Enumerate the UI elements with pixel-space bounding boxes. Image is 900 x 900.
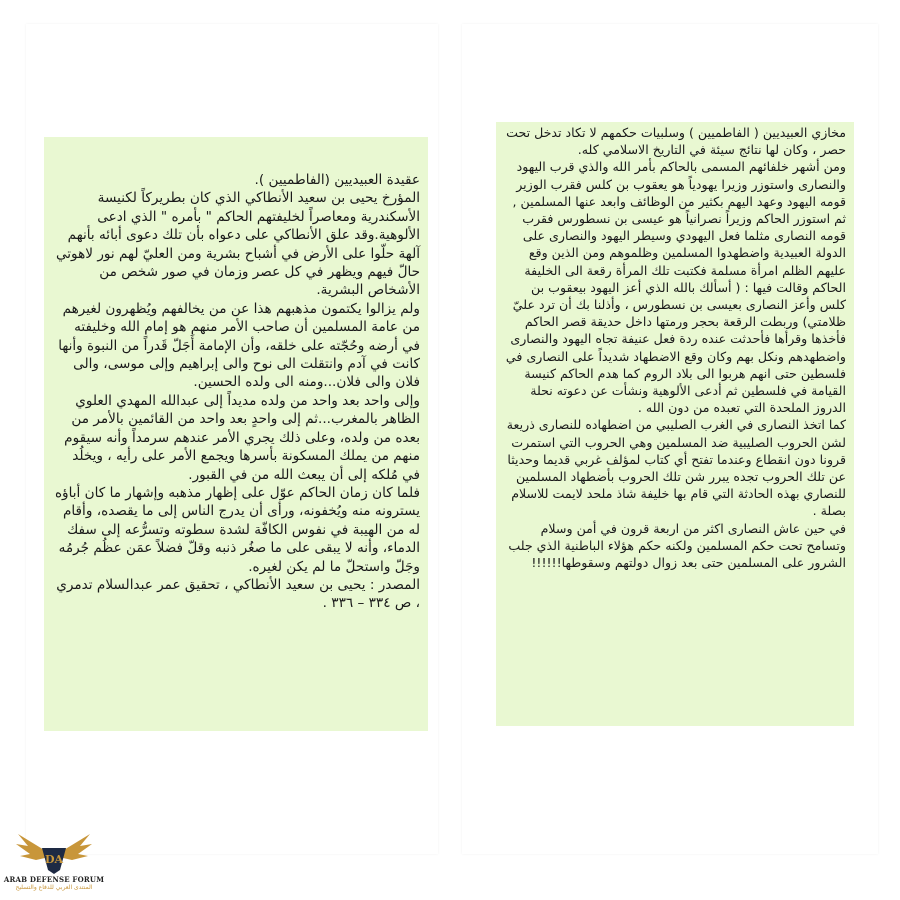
left-source-citation: المصدر : يحيى بن سعيد الأنطاكي ، تحقيق عمر عبدالسلام تدمري ، ص ٣٣٤ – ٣٣٦ . (56, 576, 420, 612)
right-paragraph: مخازي العبيديين ( الفاطميين ) وسلبيات حكمهم لا تكاد تدخل تحت حصر ، وكان لها نتائج سيئة في التاريخ الاسلامي كله. (506, 125, 846, 158)
logo-title: ARAB DEFENSE FORUM (3, 875, 105, 884)
eagle-wings-icon (14, 826, 94, 876)
left-paragraph: ولم يزالوا يكتمون مذهبهم هذا عن من يخالفهم ويُظهرون لغيرهم من عامة المسلمين أن صاحب الأمر منهم هو إمام الله وخليفته في أرضه وحُجّته على خلقه، وأن الإمامة أَجَلّ قَدراً من النبوة وأنها كانت في آدم وانتقلت الى نوح والى إبراهيم وإلى موسى، والى فلان والى فلان...ومنه الى ولده الحسين. (58, 300, 420, 391)
right-text-panel (496, 122, 854, 726)
left-paragraph: المؤرخ يحيى بن سعيد الأنطاكي الذي كان بطريركاً لكنيسة الأسكندرية ومعاصراً لخليفتهم الحاكم " بأمره " الذي ادعى الألوهية.وقد علق الأنطاكي على دعواه بأن تلك دعوى أبائه بأنهم آلهة حلّوا على الأرض في أشباح بشرية ومن العليّ لهم نور لاهوتي حالّ فيهم ويظهر في كل عصر وزمان في صور شخص من الأشخاص البشرية. (55, 190, 420, 299)
right-paragraph: ومن أشهر خلفائهم المسمى بالحاكم بأمر الله والذي قرب اليهود والنصارى واستوزر وزيرا يهودياً هو يعقوب بن كلس فقرب الوزير قومه اليهود وعهد اليهم بكثير من الوظائف وابعد عنها المسلمين , ثم استوزر الحاكم وزيراً نصرانياً هو عيسى بن نسطورس فقرب قومه النصارى مثلما فعل اليهودي وسيطر اليهود والنصارى على الدولة العبيدية واضطهدوا المسلمين وظلموهم ومن الذين وقع عليهم الظلم امرأة مسلمة فكتبت تلك المرأة رقعة الى الخليفة الحاكم وقالت فيها : ( أسألك بالله الذي أعز اليهود بيعقوب بن كلس وأعز النصارى بعيسى بن نسطورس ، وأذلنا بك أن ترد عليّ ظلامتي) وربطت الرقعة بحجر ورمتها داخل حديقة قصر الحاكم فأخذها وقرأها فأحدثت عنده ردة فعل عنيفة تجاه اليهود والنصارى واضطهدهم ونكل بهم وكان وقع الاضطهاد شديداً على النصارى في فلسطين حتى انهم هربوا الى بلاد الروم كما هدم الحاكم كنيسة القيامة في فلسطين ثم أدعى الألوهية ونشأت عن دعوته نحلة الدروز الملحدة التي تعبده من دون الله . (505, 159, 846, 416)
left-text-panel (44, 137, 428, 731)
left-paragraph: وإلى واحد بعد واحد من ولده مديداً إلى عبدالله المهدي العلوي الظاهر بالمغرب...ثم إلى واحدٍ بعد واحد من القائمين بالأمر من بعده من ولده، وعلى ذلك يجري الأمر عندهم سرمداً وأنه سيقوم منهم من يملك المسكونة بأسرها ويجمع الأمر على رأيه ، ويخلُد في مُلكه إلى أن يبعث الله من في القبور. (64, 392, 420, 483)
forum-watermark-logo (2, 826, 106, 898)
logo-subtitle: المنتدى العربي للدفاع والتسليح (15, 884, 93, 891)
left-heading: عقيدة العبيديين (الفاطميين ). (254, 172, 420, 188)
left-paragraph: فلما كان زمان الحاكم عوّل على إظهار مذهبه وإشهار ما كان أباؤه يسترونه منه ويُخفونه، ورأى أن يدرج الناس إلى ما يقصده، وأقام له من الهيبة في نفوس الكافّة لشدة سطوته وتسرُّعه إلى سفك الدماء، وأنه لا يبقى على ما صغُر ذنبه وقلّ فضلاً عمَن عظُم جُرمُه وجَلّ واستحلّ ما لم يكن لغيره. (54, 484, 420, 575)
logo-initials: DA (44, 853, 64, 866)
right-paragraph: في حين عاش النصارى اكثر من اربعة قرون في أمن وسلام وتسامح تحت حكم المسلمين ولكنه حكم هؤلاء الباطنية الذي جلب الشرور على المسلمين حتى بعد زوال دولتهم وسقوطها!!!!!! (508, 520, 846, 571)
right-paragraph: كما اتخذ النصارى في الغرب الصليبي من اضطهاده للنصارى ذريعة لشن الحروب الصليبية ضد المسلمين وهي الحروب التي استمرت قرونا دون انقطاع وعندما تفتح أي كتاب لمؤلف غربي قديما وحديثا عن تلك الحروب تجده يبرر شن تلك الحروب بأضطهاد المسلمين للنصاري بهذه الحادثة التي قام بها خليفة شاذ ملحد لايمت للاسلام بصلة . (506, 417, 846, 519)
